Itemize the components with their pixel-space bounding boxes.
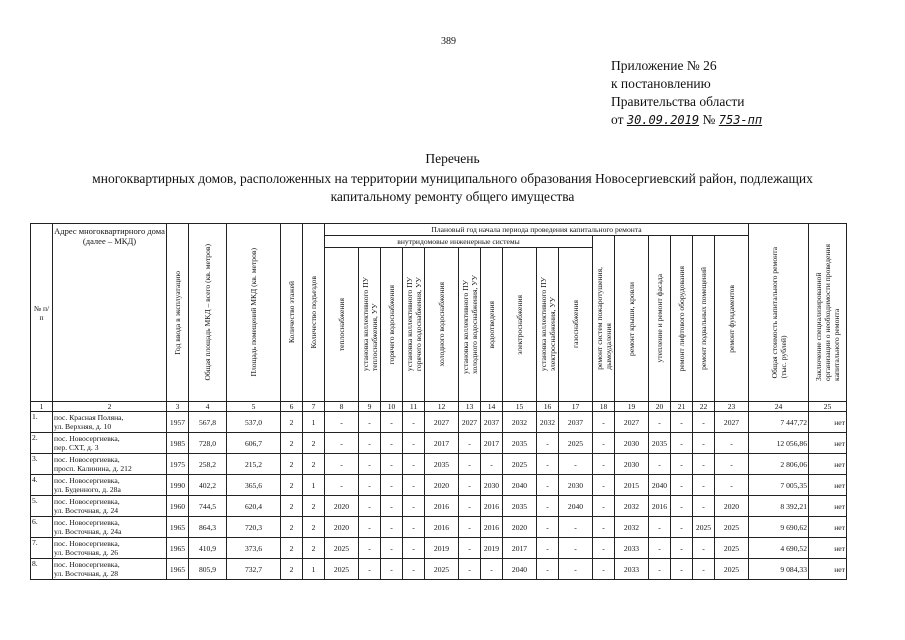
number-label: № [702,112,716,127]
header-total-area: Общая площадь МКД – всего (кв. метров) [189,224,227,402]
table-cell: - [649,412,671,433]
table-cell: - [537,559,559,580]
table-cell: нет [809,412,847,433]
table-cell: - [559,538,593,559]
column-index-cell: 12 [425,402,459,412]
table-cell: 9 084,33 [749,559,809,580]
table-cell: - [359,538,381,559]
column-index-cell: 22 [693,402,715,412]
header-system-2: установка коллективного ПУ теплоснабжения, УУ [359,248,381,402]
table-cell: - [671,559,693,580]
table-cell: - [593,496,615,517]
address-cell: пос. Новосергиевка, ул. Восточная, д. 26 [53,538,167,559]
table-cell: - [559,454,593,475]
column-index-cell: 18 [593,402,615,412]
table-cell: 2025 [715,559,749,580]
table-cell: 1960 [167,496,189,517]
table-cell: - [459,517,481,538]
address-cell: пос. Новосергиевка, ул. Буденного, д. 28а [53,475,167,496]
column-index-cell: 9 [359,402,381,412]
table-cell: 373,6 [227,538,281,559]
table-cell: - [325,454,359,475]
table-cell: - [403,433,425,454]
table-cell: 2016 [649,496,671,517]
table-cell: 620,4 [227,496,281,517]
row-number-cell: 5. [31,496,53,517]
doc-subtitle-1: многоквартирных домов, расположенных на территории муниципального образования Новосергиевский район, подлежащих [92,171,813,186]
table-cell: 2016 [425,517,459,538]
address-cell: пос. Новосергиевка, просп. Калинина, д. 212 [53,454,167,475]
column-index-cell: 8 [325,402,359,412]
table-cell: - [459,538,481,559]
table-cell: 2025 [693,517,715,538]
doc-title: Перечень [425,151,480,166]
header-address: Адрес многоквартирного дома (далее – МКД) [53,224,167,402]
table-cell: нет [809,433,847,454]
table-cell: 2 [303,433,325,454]
table-cell: - [403,496,425,517]
table-cell: 606,7 [227,433,281,454]
row-number-cell: 6. [31,517,53,538]
table-cell: - [593,433,615,454]
column-index-cell: 15 [503,402,537,412]
header-system-8: электроснабжения [503,248,537,402]
table-cell: 410,9 [189,538,227,559]
row-number-cell: 1. [31,412,53,433]
header-system-7: водоотведения [481,248,503,402]
table-cell: 2 [281,559,303,580]
table-cell: 2025 [325,559,359,580]
row-number-cell: 7. [31,538,53,559]
header-num: № п/п [31,224,53,402]
table-cell: - [671,454,693,475]
column-index-cell: 23 [715,402,749,412]
table-cell: - [693,496,715,517]
column-index-cell: 24 [749,402,809,412]
table-cell: 1 [303,475,325,496]
handwritten-number: 753-пп [718,113,763,127]
column-index-cell: 3 [167,402,189,412]
doc-subtitle-2: капитальному ремонту общего имущества [330,189,575,204]
table-cell: - [403,412,425,433]
column-index-cell: 5 [227,402,281,412]
table-cell: 2035 [503,496,537,517]
table-cell: 2 [281,517,303,538]
table-cell: - [693,559,715,580]
table-cell: 2019 [425,538,459,559]
table-cell: 2 [281,475,303,496]
table-cell: 1990 [167,475,189,496]
header-other-5: ремонт подвальных помещений [693,236,715,402]
table-cell: 720,3 [227,517,281,538]
appendix-line-3: Правительства области [611,94,745,109]
appendix-line-1: Приложение № 26 [611,58,717,73]
table-cell: нет [809,454,847,475]
table-cell: 2020 [325,517,359,538]
table-cell: 1985 [167,433,189,454]
address-cell: пос. Красная Поляна, ул. Верхняя, д. 10 [53,412,167,433]
table-cell: нет [809,496,847,517]
table-cell: - [593,517,615,538]
table-cell: 2025 [715,517,749,538]
address-cell: пос. Новосергиевка, пер. СХТ, д. 3 [53,433,167,454]
page-number: 389 [441,36,456,47]
table-cell: - [537,517,559,538]
table-cell: - [649,454,671,475]
table-cell: 2 [303,538,325,559]
header-floors: Количество этажей [281,224,303,402]
header-conclusion: Заключение специализированной организации о необходимости проведения капитального ремонта [809,224,847,402]
table-cell: 2037 [559,412,593,433]
table-cell: 365,6 [227,475,281,496]
table-cell: 2032 [615,517,649,538]
table-cell: 2017 [481,433,503,454]
table-cell: 2025 [715,538,749,559]
table-cell: - [559,559,593,580]
table-cell: - [693,538,715,559]
table-row [31,454,847,475]
table-cell: 2017 [425,433,459,454]
table-cell: - [325,433,359,454]
table-cell: - [671,433,693,454]
address-cell: пос. Новосергиевка, ул. Восточная, д. 24 [53,496,167,517]
table-cell: 2019 [481,538,503,559]
table-cell: 2040 [559,496,593,517]
table-cell: 1965 [167,538,189,559]
table-row [31,538,847,559]
table-cell: 1 [303,412,325,433]
table-cell: - [593,559,615,580]
header-system-1: теплоснабжения [325,248,359,402]
table-cell: 4 690,52 [749,538,809,559]
appendix-line-2: к постановлению [611,76,711,91]
table-cell: - [359,496,381,517]
table-cell: 1965 [167,517,189,538]
table-cell: 2 [281,538,303,559]
table-cell: 1 [303,559,325,580]
table-cell: - [459,475,481,496]
table-cell: - [403,517,425,538]
table-cell: 537,0 [227,412,281,433]
table-cell: 2020 [503,517,537,538]
table-cell: 2020 [325,496,359,517]
table-row [31,412,847,433]
table-cell: 2033 [615,538,649,559]
address-cell: пос. Новосергиевка, ул. Восточная, д. 28 [53,559,167,580]
table-cell: нет [809,559,847,580]
table-cell: - [325,412,359,433]
table-cell: 2 [303,517,325,538]
column-index-cell: 7 [303,402,325,412]
column-index-cell: 1 [31,402,53,412]
table-cell: 2015 [615,475,649,496]
table-cell: 864,3 [189,517,227,538]
table-cell: 2032 [537,412,559,433]
table-cell: - [693,412,715,433]
header-system-9: установка коллективного ПУ электроснабжения, УУ [537,248,559,402]
table-cell: - [381,496,403,517]
table-cell: 2020 [425,475,459,496]
table-cell: - [537,496,559,517]
table-row [31,496,847,517]
appendix-date-line [611,111,762,129]
table-cell: нет [809,538,847,559]
table-cell: 2027 [615,412,649,433]
table-cell: 402,2 [189,475,227,496]
table-cell: 2 [281,433,303,454]
header-other-2: ремонт крыши, кровли [615,236,649,402]
table-cell: - [593,454,615,475]
table-cell: - [359,454,381,475]
table-cell: - [693,454,715,475]
table-cell: 2017 [503,538,537,559]
column-index-cell: 20 [649,402,671,412]
table-cell: - [715,454,749,475]
table-cell: 2030 [615,454,649,475]
table-cell: - [381,475,403,496]
column-index-cell: 10 [381,402,403,412]
table-cell: 2016 [481,496,503,517]
repair-table [30,223,847,580]
table-cell: - [359,475,381,496]
header-year-built: Год ввода в эксплуатацию [167,224,189,402]
header-plan-group: Плановый год начала периода проведения капитального ремонта [325,224,749,236]
table-cell: 2037 [481,412,503,433]
table-cell: - [459,559,481,580]
table-cell: - [403,559,425,580]
table-cell: - [537,538,559,559]
table-cell: 2030 [615,433,649,454]
appendix-block [611,57,762,129]
table-cell: 1975 [167,454,189,475]
header-system-5: холодного водоснабжения [425,248,459,402]
table-cell: 7 005,35 [749,475,809,496]
table-cell: - [381,517,403,538]
column-index-cell: 6 [281,402,303,412]
table-cell: 2 [281,454,303,475]
table-cell: 2016 [425,496,459,517]
table-cell: 732,7 [227,559,281,580]
table-row [31,433,847,454]
column-index-cell: 21 [671,402,693,412]
table-cell: 2030 [481,475,503,496]
table-cell: 1957 [167,412,189,433]
table-cell: 728,0 [189,433,227,454]
table-cell: 2035 [425,454,459,475]
from-label: от [611,112,624,127]
table-row [31,517,847,538]
table-cell: - [403,538,425,559]
table-cell: 2016 [481,517,503,538]
table-cell: 2 [303,454,325,475]
column-index-cell: 19 [615,402,649,412]
table-cell: 2032 [503,412,537,433]
header-systems-group: внутридомовые инженерные системы [325,236,593,248]
table-cell: - [403,475,425,496]
table-cell: - [381,559,403,580]
table-cell: 9 690,62 [749,517,809,538]
table-cell: - [459,496,481,517]
table-cell: - [693,475,715,496]
table-cell: 2027 [425,412,459,433]
table-cell: 1965 [167,559,189,580]
address-cell: пос. Новосергиевка, ул. Восточная, д. 24а [53,517,167,538]
table-cell: - [671,496,693,517]
table-cell: 2 [281,496,303,517]
table-cell: 2040 [503,559,537,580]
table-cell: 2025 [325,538,359,559]
table-cell: - [381,538,403,559]
table-cell: 744,5 [189,496,227,517]
header-other-4: ремонт лифтового оборудования [671,236,693,402]
table-cell: - [459,454,481,475]
table-cell: 2027 [459,412,481,433]
table-cell: - [403,454,425,475]
table-cell: 2035 [649,433,671,454]
column-index-cell: 4 [189,402,227,412]
table-cell: 2020 [715,496,749,517]
table-cell: 2 [303,496,325,517]
header-system-3: горячего водоснабжения [381,248,403,402]
table-cell: 2 806,06 [749,454,809,475]
table-cell: - [537,433,559,454]
table-cell: - [593,538,615,559]
table-cell: - [381,433,403,454]
table-cell: - [715,433,749,454]
table-cell: 12 056,86 [749,433,809,454]
header-other-6: ремонт фундаментов [715,236,749,402]
table-cell: - [559,517,593,538]
table-row [31,475,847,496]
table-cell: - [693,433,715,454]
table-cell: 2025 [425,559,459,580]
column-index-cell: 14 [481,402,503,412]
table-cell: - [481,559,503,580]
table-cell: - [671,517,693,538]
table-cell: - [359,517,381,538]
table-cell: - [359,412,381,433]
table-cell: - [359,433,381,454]
row-number-cell: 4. [31,475,53,496]
table-cell: 258,2 [189,454,227,475]
table-cell: - [481,454,503,475]
table-cell: - [593,475,615,496]
table-cell: - [593,412,615,433]
table-cell: 2040 [503,475,537,496]
table-cell: - [459,433,481,454]
header-entrances: Количество подъездов [303,224,325,402]
table-cell: - [381,412,403,433]
row-number-cell: 3. [31,454,53,475]
table-cell: 215,2 [227,454,281,475]
table-cell: 7 447,72 [749,412,809,433]
column-index-cell: 13 [459,402,481,412]
table-cell: нет [809,517,847,538]
table-cell: нет [809,475,847,496]
column-index-cell: 25 [809,402,847,412]
table-cell: - [715,475,749,496]
table-cell: 8 392,21 [749,496,809,517]
table-cell: - [537,454,559,475]
column-index-cell: 16 [537,402,559,412]
table-cell: - [671,412,693,433]
table-cell: - [649,538,671,559]
table-cell: 2033 [615,559,649,580]
table-cell: 2025 [559,433,593,454]
header-cost: Общая стоимость капитального ремонта (тыс. рублей) [749,224,809,402]
table-cell: 2025 [503,454,537,475]
header-other-1: ремонт систем пожаротушения, дымоудаления [593,236,615,402]
column-index-cell: 17 [559,402,593,412]
header-premises-area: Площадь помещений МКД (кв. метров) [227,224,281,402]
table-cell: - [649,559,671,580]
table-cell: - [671,538,693,559]
table-row [31,559,847,580]
row-number-cell: 8. [31,559,53,580]
table-cell: 567,8 [189,412,227,433]
header-system-4: установка коллективного ПУ горячего водоснабжения, УУ [403,248,425,402]
table-cell: 2032 [615,496,649,517]
table-cell: - [671,475,693,496]
table-cell: - [537,475,559,496]
table-cell: - [359,559,381,580]
table-cell: - [381,454,403,475]
header-system-6: установка коллективного ПУ холодного водоснабжения, УУ [459,248,481,402]
row-number-cell: 2. [31,433,53,454]
table-cell: 2030 [559,475,593,496]
table-cell: 2035 [503,433,537,454]
table-cell: - [649,517,671,538]
table-cell: 2 [281,412,303,433]
handwritten-date: 30.09.2019 [626,113,700,127]
header-system-10: газоснабжения [559,248,593,402]
column-index-cell: 2 [53,402,167,412]
table-cell: - [325,475,359,496]
table-cell: 805,9 [189,559,227,580]
table-cell: 2027 [715,412,749,433]
table-cell: 2040 [649,475,671,496]
column-index-cell: 11 [403,402,425,412]
header-other-3: утепление и ремонт фасада [649,236,671,402]
